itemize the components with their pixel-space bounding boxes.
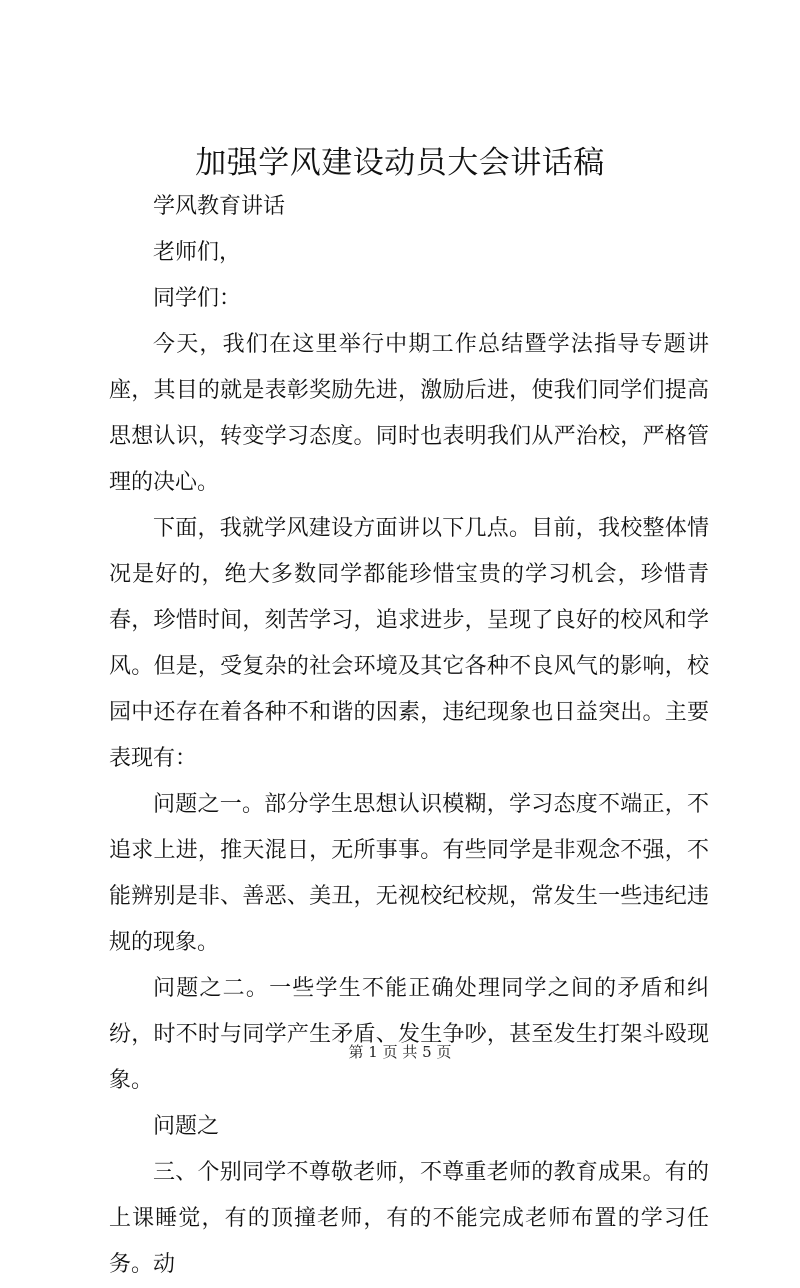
paragraph-problem-three-label: 问题之 [153,1114,220,1139]
paragraph-intro: 今天，我们在这里举行中期工作总结暨学法指导专题讲座，其目的就是表彰奖励先进，激励后进，使我们同学们提高思想认识，转变学习态度。同时也表明我们从严治校，严格管理的决心。 [109,332,709,495]
page-number-footer: 第 1 页 共 5 页 [348,1043,452,1061]
paragraph-situation: 下面，我就学风建设方面讲以下几点。目前，我校整体情况是好的，绝大多数同学都能珍惜宝贵的学习机会，珍惜青春，珍惜时间，刻苦学习，追求进步，呈现了良好的校风和学风。但是，受复杂的社会环境及其它各种不良风气的影响，校园中还存在着各种不和谐的因素，违纪现象也日益突出。主要表现有： [109,516,709,771]
paragraph-problem-one: 问题之一。部分学生思想认识模糊，学习态度不端正，不追求上进，推天混日，无所事事。有些同学是非观念不强，不能辨别是非、善恶、美丑，无视校纪校规，常发生一些违纪违规的现象。 [109,792,709,955]
paragraph-salutation-students: 同学们： [153,286,242,311]
paragraph-problem-three: 三、个别同学不尊敬老师，不尊重老师的教育成果。有的上课睡觉，有的顶撞老师，有的不能完成老师布置的学习任务。动 [109,1160,709,1277]
paragraph-heading: 学风教育讲话 [153,194,286,219]
paragraph-problem-two: 问题之二。一些学生不能正确处理同学之间的矛盾和纠纷，时不时与同学产生矛盾、发生争吵，甚至发生打架斗殴现象。 [109,976,709,1093]
paragraph-salutation-teachers: 老师们， [153,240,242,265]
document-body [109,184,709,1288]
document-title: 加强学风建设动员大会讲话稿 [195,145,605,181]
